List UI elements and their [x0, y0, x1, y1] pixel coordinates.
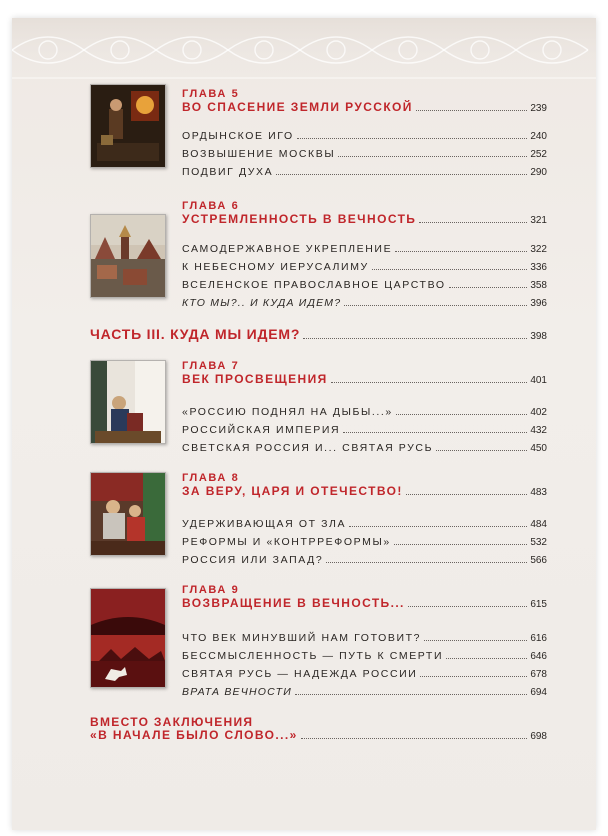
- entry-text: К НЕБЕСНОМУ ИЕРУСАЛИМУ: [182, 261, 369, 273]
- page-number: 432: [530, 425, 547, 436]
- ornament-band-icon: [12, 18, 596, 88]
- chapter-title-line[interactable]: [182, 482, 547, 498]
- page-number: 290: [530, 167, 547, 178]
- chapter-7-illustration: [90, 360, 166, 444]
- leader-dots: [276, 174, 527, 175]
- toc-entry[interactable]: [182, 666, 547, 680]
- page-number: 646: [530, 651, 547, 662]
- toc-entry[interactable]: [182, 440, 547, 454]
- leader-dots: [424, 640, 527, 641]
- entry-text: УДЕРЖИВАЮЩАЯ ОТ ЗЛА: [182, 518, 347, 530]
- leader-dots: [301, 738, 528, 739]
- toc-entry[interactable]: [182, 630, 547, 644]
- entry-text: РОССИЯ ИЛИ ЗАПАД?: [182, 554, 324, 566]
- leader-dots: [446, 658, 527, 659]
- chapter-title: ВОЗВРАЩЕНИЕ В ВЕЧНОСТЬ...: [182, 596, 405, 610]
- chapter-5-illustration: [90, 84, 166, 168]
- page-number: 483: [530, 487, 547, 498]
- leader-dots: [303, 338, 527, 339]
- chapter-title: ЗА ВЕРУ, ЦАРЯ И ОТЕЧЕСТВО!: [182, 484, 403, 498]
- chapter-title: ВЕК ПРОСВЕЩЕНИЯ: [182, 372, 328, 386]
- toc-entry[interactable]: [182, 534, 547, 548]
- page-number: 396: [530, 298, 547, 309]
- leader-dots: [297, 138, 528, 139]
- toc-entry[interactable]: [182, 295, 547, 309]
- page-number: 321: [530, 215, 547, 226]
- chapter-title-line[interactable]: [182, 98, 547, 114]
- entry-text: ЧТО ВЕК МИНУВШИЙ НАМ ГОТОВИТ?: [182, 632, 422, 644]
- conclusion-title: «В НАЧАЛЕ БЫЛО СЛОВО...»: [90, 728, 298, 742]
- book-page: [12, 18, 596, 830]
- toc-entry[interactable]: [182, 552, 547, 566]
- chapter-label: ГЛАВА 9: [182, 584, 240, 596]
- page-number: 616: [530, 633, 547, 644]
- chapter-title: УСТРЕМЛЕННОСТЬ В ВЕЧНОСТЬ: [182, 212, 417, 226]
- chapter-title-line[interactable]: [182, 594, 547, 610]
- leader-dots: [449, 287, 528, 288]
- entry-text: СВЕТСКАЯ РОССИЯ И... СВЯТАЯ РУСЬ: [182, 442, 434, 454]
- page-number: 678: [530, 669, 547, 680]
- chapter-title-line[interactable]: [182, 210, 547, 226]
- entry-text: ПОДВИГ ДУХА: [182, 166, 274, 178]
- chapter-8-illustration: [90, 472, 166, 556]
- leader-dots: [349, 526, 527, 527]
- chapter-label: ГЛАВА 6: [182, 200, 240, 212]
- entry-text: «РОССИЮ ПОДНЯЛ НА ДЫБЫ...»: [182, 406, 393, 418]
- part-title: ЧАСТЬ III. КУДА МЫ ИДЕМ?: [90, 326, 301, 342]
- leader-dots: [408, 606, 528, 607]
- toc-entry[interactable]: [182, 146, 547, 160]
- leader-dots: [326, 562, 527, 563]
- entry-text: САМОДЕРЖАВНОЕ УКРЕПЛЕНИЕ: [182, 243, 393, 255]
- leader-dots: [344, 305, 527, 306]
- entry-text: РОССИЙСКАЯ ИМПЕРИЯ: [182, 424, 341, 436]
- page-number: 358: [530, 280, 547, 291]
- toc-entry[interactable]: [182, 404, 547, 418]
- chapter-label: ГЛАВА 8: [182, 472, 240, 484]
- leader-dots: [338, 156, 527, 157]
- chapter-9-illustration: [90, 588, 166, 688]
- leader-dots: [436, 450, 527, 451]
- entry-text: РЕФОРМЫ И «КОНТРРЕФОРМЫ»: [182, 536, 391, 548]
- leader-dots: [395, 251, 527, 252]
- page-number: 398: [530, 331, 547, 342]
- leader-dots: [331, 382, 528, 383]
- page-number: 615: [530, 599, 547, 610]
- entry-text: ВОЗВЫШЕНИЕ МОСКВЫ: [182, 148, 336, 160]
- conclusion-label[interactable]: ВМЕСТО ЗАКЛЮЧЕНИЯ: [90, 715, 254, 729]
- chapter-label: ГЛАВА 5: [182, 88, 240, 100]
- toc-entry[interactable]: [182, 422, 547, 436]
- leader-dots: [343, 432, 527, 433]
- page-number: 566: [530, 555, 547, 566]
- entry-text: СВЯТАЯ РУСЬ — НАДЕЖДА РОССИИ: [182, 668, 418, 680]
- toc-entry[interactable]: [182, 684, 547, 698]
- page-number: 401: [530, 375, 547, 386]
- chapter-title-line[interactable]: [182, 370, 547, 386]
- leader-dots: [406, 494, 528, 495]
- chapter-label: ГЛАВА 7: [182, 360, 240, 372]
- page-number: 240: [530, 131, 547, 142]
- toc-entry[interactable]: [182, 128, 547, 142]
- entry-text: ВРАТА ВЕЧНОСТИ: [182, 686, 292, 698]
- entry-text: ОРДЫНСКОЕ ИГО: [182, 130, 294, 142]
- page-number: 336: [530, 262, 547, 273]
- leader-dots: [419, 222, 527, 223]
- toc-entry[interactable]: [182, 648, 547, 662]
- entry-text: ВСЕЛЕНСКОЕ ПРАВОСЛАВНОЕ ЦАРСТВО: [182, 279, 446, 291]
- page-number: 450: [530, 443, 547, 454]
- page-number: 694: [530, 687, 547, 698]
- chapter-title: ВО СПАСЕНИЕ ЗЕМЛИ РУССКОЙ: [182, 100, 413, 114]
- toc-entry[interactable]: [182, 164, 547, 178]
- part-3-line[interactable]: [90, 322, 547, 342]
- leader-dots: [420, 676, 527, 677]
- entry-text: КТО МЫ?.. И КУДА ИДЕМ?: [182, 297, 342, 309]
- page-number: 239: [530, 103, 547, 114]
- page-number: 322: [530, 244, 547, 255]
- page-number: 484: [530, 519, 547, 530]
- toc-entry[interactable]: [182, 259, 547, 273]
- toc-entry[interactable]: [182, 241, 547, 255]
- leader-dots: [396, 414, 527, 415]
- page-number: 402: [530, 407, 547, 418]
- leader-dots: [416, 110, 527, 111]
- leader-dots: [295, 694, 527, 695]
- toc-entry[interactable]: [182, 516, 547, 530]
- conclusion-title-line[interactable]: [90, 726, 547, 742]
- page-number: 252: [530, 149, 547, 160]
- page-number: 532: [530, 537, 547, 548]
- leader-dots: [372, 269, 527, 270]
- chapter-6-illustration: [90, 214, 166, 298]
- toc-entry[interactable]: [182, 277, 547, 291]
- page-number: 698: [530, 731, 547, 742]
- leader-dots: [394, 544, 528, 545]
- entry-text: БЕССМЫСЛЕННОСТЬ — ПУТЬ К СМЕРТИ: [182, 650, 444, 662]
